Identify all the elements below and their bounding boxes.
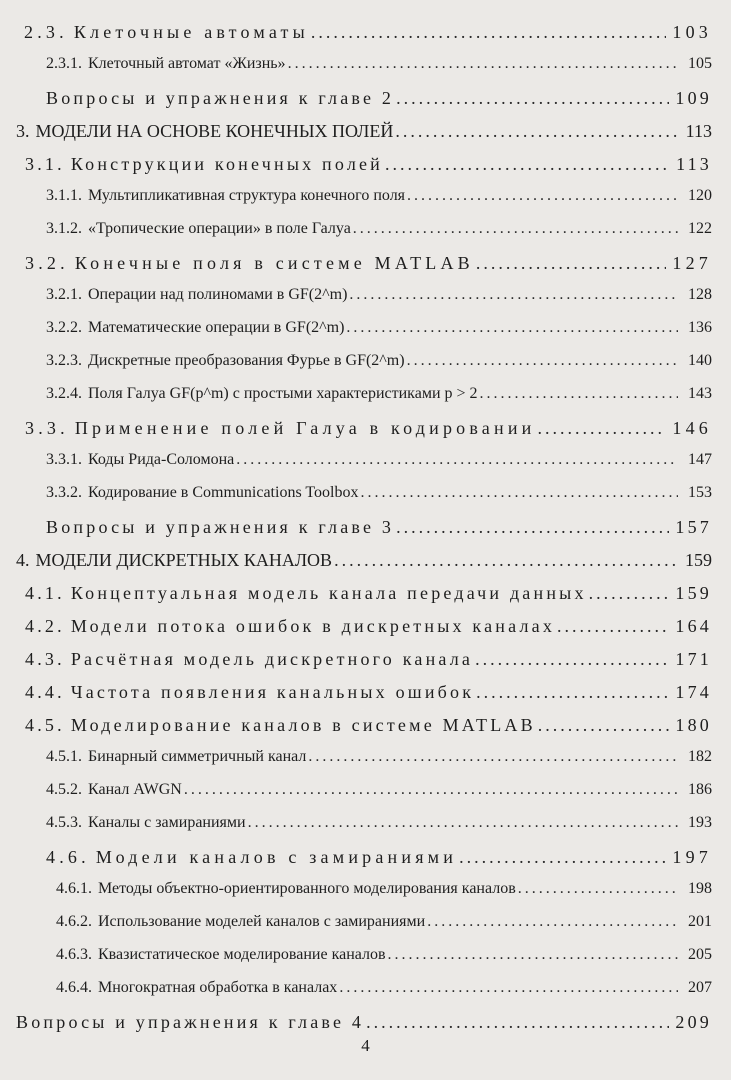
toc-page-number: 198 (688, 880, 712, 897)
toc-entry (25, 583, 712, 615)
toc-page-number: 143 (688, 385, 712, 402)
toc-page-number: 193 (688, 814, 712, 831)
dot-leader (360, 484, 678, 502)
toc-entry (16, 550, 712, 582)
toc-title: Коды Рида-Соломона (88, 451, 235, 468)
toc-entry (16, 121, 712, 153)
dot-leader (538, 715, 670, 736)
toc-entry (46, 352, 712, 384)
toc-title: Поля Галуа GF(p^m) с простыми характеристиками p > 2 (88, 385, 478, 402)
dot-leader (385, 154, 670, 175)
toc-title: Расчётная модель дискретного канала (70, 649, 474, 669)
toc-title: Каналы с замираниями (88, 814, 246, 831)
toc-title: Моделирование каналов в системе MATLAB (70, 715, 536, 735)
dot-leader (459, 847, 666, 868)
dot-leader (346, 319, 678, 337)
toc-title: Вопросы и упражнения к главе 4 (16, 1012, 365, 1032)
dot-leader (308, 748, 678, 766)
dot-leader (339, 979, 678, 997)
toc-page-number: 109 (675, 88, 712, 108)
dot-leader (236, 451, 678, 469)
toc-entry (46, 385, 712, 417)
toc-page-number: 197 (672, 847, 712, 867)
toc-title: Модели потока ошибок в дискретных каналах (70, 616, 556, 636)
toc-number: 4.5. (25, 715, 65, 735)
toc-entry (46, 451, 712, 483)
toc-page-number: 113 (676, 154, 712, 174)
toc-number: 4. (16, 550, 30, 570)
toc-number: 4.6.1. (56, 880, 92, 897)
dot-leader (518, 880, 678, 898)
toc-number: 4.6.3. (56, 946, 92, 963)
toc-entry (46, 748, 712, 780)
toc-title: Конечные поля в системе MATLAB (74, 253, 474, 273)
dot-leader (366, 1012, 669, 1033)
toc-page-number: 128 (688, 286, 712, 303)
dot-leader (589, 583, 670, 604)
toc-number: 3.3. (25, 418, 69, 438)
dot-leader (248, 814, 678, 832)
toc-page-number: 182 (688, 748, 712, 765)
toc-number: 3.2. (25, 253, 69, 273)
toc-number: 3.1.1. (46, 187, 82, 204)
toc-page-number: 186 (688, 781, 712, 798)
dot-leader (353, 220, 678, 238)
toc-entry (46, 847, 712, 879)
toc-number: 4.3. (25, 649, 65, 669)
toc-page-number: 207 (688, 979, 712, 996)
toc-title: МОДЕЛИ ДИСКРЕТНЫХ КАНАЛОВ (35, 550, 333, 570)
toc-title: Квазистатическое моделирование каналов (98, 946, 386, 963)
dot-leader (396, 88, 669, 109)
toc-number: 4.2. (25, 616, 65, 636)
toc-title: Мультипликативная структура конечного поля (88, 187, 406, 204)
toc-entry (56, 946, 712, 978)
toc-number: 3.3.1. (46, 451, 82, 468)
toc-number: 3.2.2. (46, 319, 82, 336)
toc-page-number: 201 (688, 913, 712, 930)
toc-entry (56, 880, 712, 912)
toc-entry (46, 319, 712, 351)
toc-title: Частота появления канальных ошибок (70, 682, 475, 702)
toc-page-number: 127 (672, 253, 712, 273)
toc-number: 4.4. (25, 682, 65, 702)
toc-page-number: 209 (675, 1012, 712, 1032)
toc-entry (25, 682, 712, 714)
toc-entry (46, 517, 712, 549)
toc-page-number: 159 (675, 583, 712, 603)
toc-title: Математические операции в GF(2^m) (88, 319, 345, 336)
toc-page-number: 122 (688, 220, 712, 237)
toc-title: МОДЕЛИ НА ОСНОВЕ КОНЕЧНЫХ ПОЛЕЙ (35, 121, 394, 141)
dot-leader (396, 517, 669, 538)
toc-title: Вопросы и упражнения к главе 3 (46, 517, 395, 537)
toc-page-number: 164 (675, 616, 712, 636)
toc-title: Многократная обработка в каналах (98, 979, 338, 996)
toc-number: 3.2.3. (46, 352, 82, 369)
toc-page-number: 159 (685, 550, 712, 570)
toc-entry (46, 220, 712, 252)
toc-page-number: 180 (675, 715, 712, 735)
toc-entry (56, 913, 712, 945)
dot-leader (480, 385, 678, 403)
dot-leader (334, 550, 678, 571)
toc-title: Модели каналов с замираниями (95, 847, 458, 867)
toc-page-number: 153 (688, 484, 712, 501)
toc-page-number: 146 (672, 418, 712, 438)
toc-entry (46, 781, 712, 813)
dot-leader (311, 22, 666, 43)
toc-entry (25, 616, 712, 648)
toc-number: 4.6.4. (56, 979, 92, 996)
page-number-footer: 4 (361, 1036, 370, 1055)
toc-number: 3.3.2. (46, 484, 82, 501)
toc-title: Бинарный симметричный канал (88, 748, 307, 765)
toc-page-number: 136 (688, 319, 712, 336)
dot-leader (427, 913, 678, 931)
toc-entry (46, 88, 712, 120)
toc-number: 4.5.3. (46, 814, 82, 831)
dot-leader (407, 187, 678, 205)
dot-leader (557, 616, 669, 637)
toc-entry (46, 484, 712, 516)
toc-title: Конструкции конечных полей (70, 154, 384, 174)
dot-leader (476, 253, 667, 274)
toc-title: Операции над полиномами в GF(2^m) (88, 286, 348, 303)
toc-title: Использование моделей каналов с замираниями (98, 913, 426, 930)
toc-title: Концептуальная модель канала передачи данных (70, 583, 587, 603)
toc-title: Кодирование в Communications Toolbox (88, 484, 359, 501)
dot-leader (407, 352, 678, 370)
toc-number: 3.2.4. (46, 385, 82, 402)
toc-page-number: 171 (675, 649, 712, 669)
dot-leader (184, 781, 678, 799)
toc-number: 4.6.2. (56, 913, 92, 930)
toc-number: 3.1. (25, 154, 65, 174)
toc-entry (46, 187, 712, 219)
toc-page-number: 140 (688, 352, 712, 369)
dot-leader (395, 121, 678, 142)
toc-title: Клеточный автомат «Жизнь» (88, 55, 286, 72)
toc-title: Дискретные преобразования Фурье в GF(2^m) (88, 352, 405, 369)
dot-leader (388, 946, 678, 964)
toc-number: 4.5.1. (46, 748, 82, 765)
toc-page-number: 103 (672, 22, 712, 42)
toc-page-number: 205 (688, 946, 712, 963)
toc-number: 2.3. (24, 22, 68, 42)
toc-entry (25, 154, 712, 186)
toc-number: 4.6. (46, 847, 90, 867)
toc-entry (25, 649, 712, 681)
toc-page-number: 120 (688, 187, 712, 204)
dot-leader (349, 286, 678, 304)
toc-entry (25, 715, 712, 747)
toc-title: Применение полей Галуа в кодировании (74, 418, 536, 438)
toc-page-number: 174 (675, 682, 712, 702)
toc-title: Канал AWGN (88, 781, 182, 798)
toc-entry (56, 979, 712, 1011)
toc-entry (46, 55, 712, 87)
toc-page-number: 147 (688, 451, 712, 468)
toc-page-number: 113 (685, 121, 712, 141)
toc-number: 4.1. (25, 583, 65, 603)
toc-entry (25, 253, 712, 285)
dot-leader (538, 418, 667, 439)
toc-number: 2.3.1. (46, 55, 82, 72)
toc-entry (46, 286, 712, 318)
dot-leader (475, 649, 669, 670)
toc-title: Методы объектно-ориентированного моделирования каналов (98, 880, 516, 897)
toc-page-number: 105 (688, 55, 712, 72)
toc-title: Вопросы и упражнения к главе 2 (46, 88, 395, 108)
toc-entry (46, 814, 712, 846)
toc-number: 4.5.2. (46, 781, 82, 798)
toc-title: «Тропические операции» в поле Галуа (88, 220, 351, 237)
toc-number: 3. (16, 121, 30, 141)
toc-number: 3.2.1. (46, 286, 82, 303)
toc-page-number: 157 (675, 517, 712, 537)
toc-title: Клеточные автоматы (73, 22, 309, 42)
dot-leader (476, 682, 669, 703)
toc-number: 3.1.2. (46, 220, 82, 237)
dot-leader (288, 55, 678, 73)
toc-entry (24, 22, 712, 54)
toc-entry (25, 418, 712, 450)
